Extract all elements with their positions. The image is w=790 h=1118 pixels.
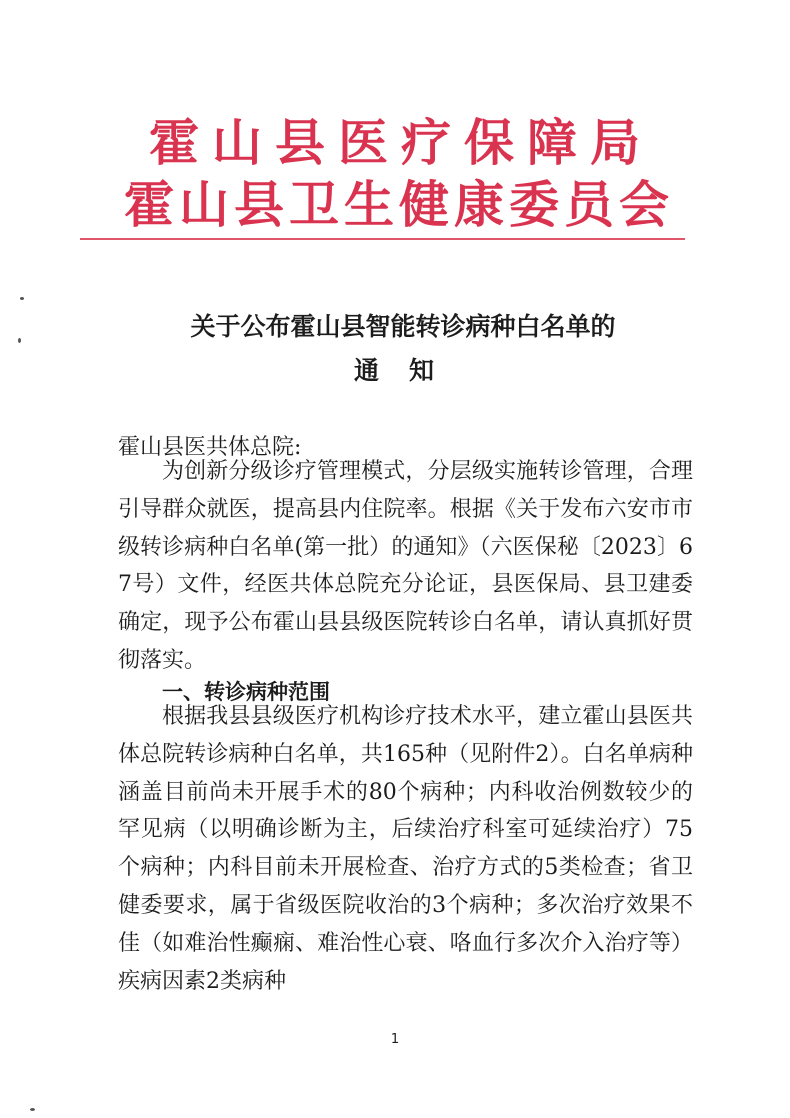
document-title-line-1: 关于公布霍山县智能转诊病种白名单的 (190, 312, 616, 341)
scan-speck (30, 1108, 35, 1111)
document-title-line-2: 通知 (353, 356, 464, 385)
section-heading-1: 一、转诊病种范围 (162, 680, 330, 704)
scan-speck (20, 297, 24, 300)
body-paragraph-1: 为创新分级诊疗管理模式，分层级实施转诊管理，合理引导群众就医，提高县内住院率。根据《关于发布六安市市级转诊病种白名单(第一批）的通知》（六医保秘〔2023〕67号）文件，经医共体总院充分论证，县医保局、县卫建委确定，现予公布霍山县县级医院转诊白名单，请认真抓好贯彻落实。 (118, 459, 693, 673)
body-paragraph-2: 根据我县县级医疗机构诊疗技术水平，建立霍山县医共体总院转诊病种白名单，共165种（见附件2）。白名单病种涵盖目前尚未开展手术的80个病种；内科收治例数较少的罕见病（以明确诊断为主，后续治疗科室可延续治疗）75个病种；内科目前未开展检查、治疗方式的5类检查；省卫健委要求，属于省级医院收治的3个病种；多次治疗效果不佳（如难治性癫痫、难治性心衰、咯血行多次介入治疗等）疾病因素2类病种 (118, 704, 693, 994)
issuing-organization-1: 霍山县医疗保障局 (149, 114, 653, 172)
scan-speck (18, 338, 21, 343)
issuing-organization-2: 霍山县卫生健康委员会 (124, 176, 674, 234)
red-header-divider (80, 238, 685, 240)
salutation: 霍山县医共体总院: (118, 435, 302, 460)
page-number: 1 (390, 1032, 400, 1047)
